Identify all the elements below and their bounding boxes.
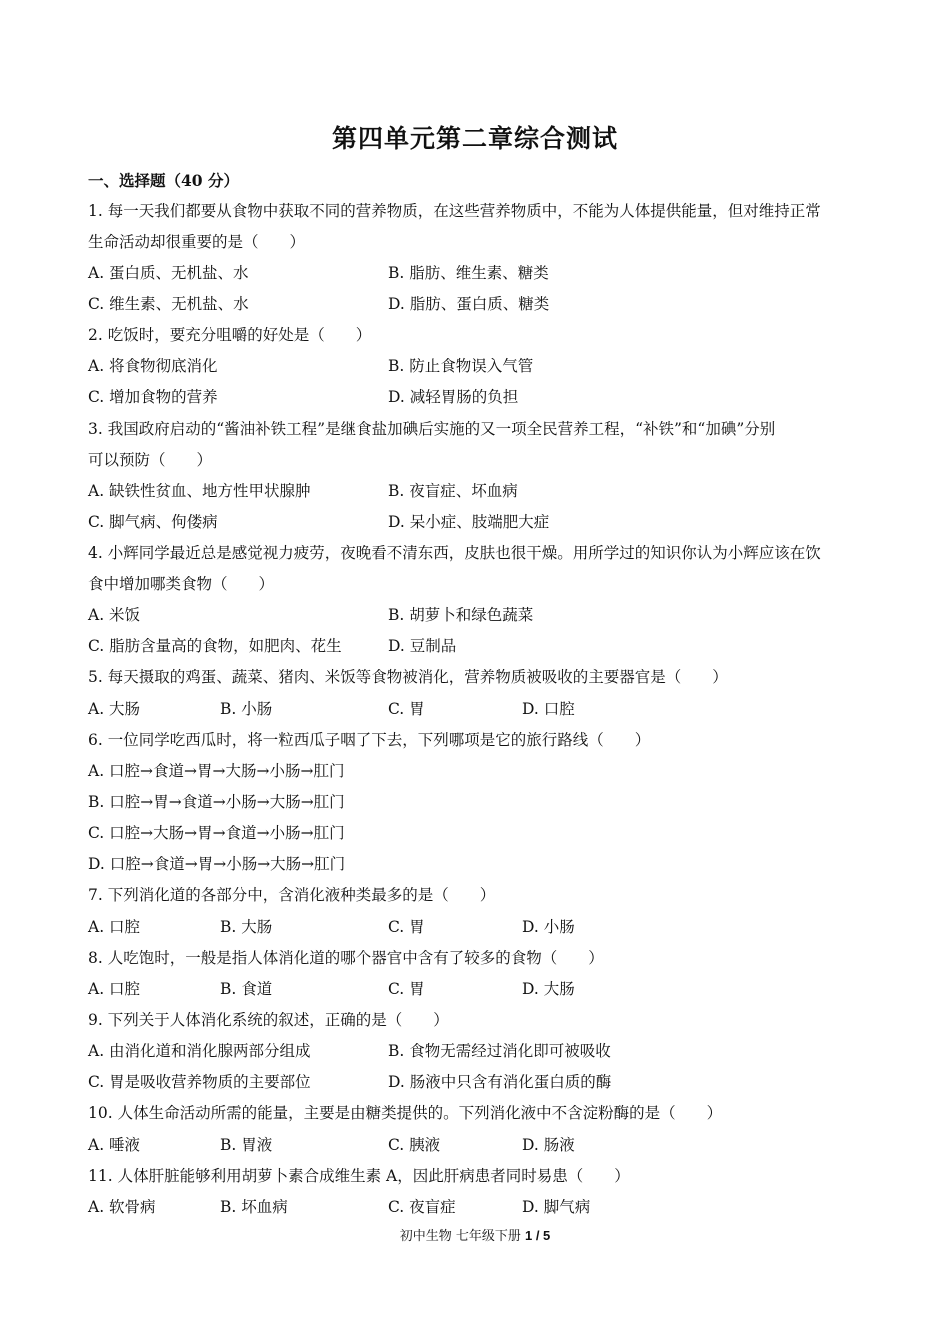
q4-option-d: D. 豆制品: [388, 637, 457, 655]
q1-option-c: C. 维生素、无机盐、水: [88, 295, 249, 313]
q1-option-a: A. 蛋白质、无机盐、水: [88, 264, 249, 282]
q10-option-a: A. 唾液: [88, 1136, 141, 1154]
q10-option-b: B. 胃液: [220, 1136, 273, 1154]
q11-option-a: A. 软骨病: [88, 1198, 156, 1216]
q7-option-d: D. 小肠: [522, 918, 575, 936]
q4-option-c: C. 脂肪含量高的食物，如肥肉、花生: [88, 637, 342, 655]
q10-option-c: C. 胰液: [388, 1136, 441, 1154]
q6-option-a: A. 口腔→食道→胃→大肠→小肠→肛门: [88, 762, 345, 780]
q5-option-a: A. 大肠: [88, 700, 141, 718]
q5-option-c: C. 胃: [388, 700, 425, 718]
q2-option-a: A. 将食物彻底消化: [88, 357, 218, 375]
q3-option-c: C. 脚气病、佝偻病: [88, 513, 218, 531]
q7-option-a: A. 口腔: [88, 918, 141, 936]
question-5-line-1: 5. 每天摄取的鸡蛋、蔬菜、猪肉、米饭等食物被消化，营养物质被吸收的主要器官是（ ）: [88, 668, 728, 686]
question-3-line-2: 可以预防（ ）: [88, 451, 213, 469]
q2-option-b: B. 防止食物误入气管: [388, 357, 534, 375]
q6-option-b: B. 口腔→胃→食道→小肠→大肠→肛门: [88, 793, 345, 811]
q8-option-d: D. 大肠: [522, 980, 575, 998]
page-footer: [0, 1226, 950, 1247]
question-8-line-1: 8. 人吃饱时，一般是指人体消化道的哪个器官中含有了较多的食物（ ）: [88, 949, 604, 967]
q6-option-d: D. 口腔→食道→胃→小肠→大肠→肛门: [88, 855, 346, 873]
question-4-line-1: 4. 小辉同学最近总是感觉视力疲劳，夜晚看不清东西，皮肤也很干燥。用所学过的知识你认为小辉应该在饮: [88, 544, 821, 562]
q7-option-c: C. 胃: [388, 918, 425, 936]
q3-option-d: D. 呆小症、肢端肥大症: [388, 513, 550, 531]
q5-option-d: D. 口腔: [522, 700, 575, 718]
question-1-line-1: 1. 每一天我们都要从食物中获取不同的营养物质，在这些营养物质中，不能为人体提供能量，但对维持正常: [88, 202, 821, 220]
q9-option-d: D. 肠液中只含有消化蛋白质的酶: [388, 1073, 612, 1091]
q4-option-a: A. 米饭: [88, 606, 141, 624]
q6-option-c: C. 口腔→大肠→胃→食道→小肠→肛门: [88, 824, 345, 842]
question-1-line-2: 生命活动却很重要的是（ ）: [88, 233, 306, 251]
question-7-line-1: 7. 下列消化道的各部分中，含消化液种类最多的是（ ）: [88, 886, 496, 904]
q2-option-c: C. 增加食物的营养: [88, 388, 218, 406]
q7-option-b: B. 大肠: [220, 918, 273, 936]
q8-option-b: B. 食道: [220, 980, 273, 998]
question-3-line-1: 3. 我国政府启动的“酱油补铁工程”是继食盐加碘后实施的又一项全民营养工程，“补铁”和“加碘”分别: [88, 420, 776, 438]
footer-text: 初中生物 七年级下册: [399, 1229, 521, 1244]
q1-option-d: D. 脂肪、蛋白质、糖类: [388, 295, 550, 313]
q3-option-a: A. 缺铁性贫血、地方性甲状腺肿: [88, 482, 311, 500]
question-10-line-1: 10. 人体生命活动所需的能量，主要是由糖类提供的。下列消化液中不含淀粉酶的是（ ）: [88, 1104, 723, 1122]
page-title: 第四单元第二章综合测试: [331, 124, 618, 153]
q11-option-c: C. 夜盲症: [388, 1198, 456, 1216]
q10-option-d: D. 肠液: [522, 1136, 575, 1154]
page-number: 1 / 5: [524, 1228, 551, 1243]
section-heading: 一、选择题（40 分）: [88, 171, 239, 190]
q4-option-b: B. 胡萝卜和绿色蔬菜: [388, 606, 534, 624]
q5-option-b: B. 小肠: [220, 700, 273, 718]
q2-option-d: D. 减轻胃肠的负担: [388, 388, 519, 406]
q8-option-c: C. 胃: [388, 980, 425, 998]
q8-option-a: A. 口腔: [88, 980, 141, 998]
q3-option-b: B. 夜盲症、坏血病: [388, 482, 518, 500]
question-9-line-1: 9. 下列关于人体消化系统的叙述，正确的是（ ）: [88, 1011, 449, 1029]
question-11-line-1: 11. 人体肝脏能够利用胡萝卜素合成维生素 A，因此肝病患者同时易患（ ）: [88, 1167, 630, 1185]
q9-option-a: A. 由消化道和消化腺两部分组成: [88, 1042, 311, 1060]
q11-option-b: B. 坏血病: [220, 1198, 288, 1216]
q1-option-b: B. 脂肪、维生素、糖类: [388, 264, 549, 282]
question-6-line-1: 6. 一位同学吃西瓜时，将一粒西瓜子咽了下去，下列哪项是它的旅行路线（ ）: [88, 731, 651, 749]
q11-option-d: D. 脚气病: [522, 1198, 591, 1216]
q9-option-b: B. 食物无需经过消化即可被吸收: [388, 1042, 611, 1060]
question-2-line-1: 2. 吃饭时，要充分咀嚼的好处是（ ）: [88, 326, 372, 344]
question-4-line-2: 食中增加哪类食物（ ）: [88, 575, 275, 593]
q9-option-c: C. 胃是吸收营养物质的主要部位: [88, 1073, 311, 1091]
